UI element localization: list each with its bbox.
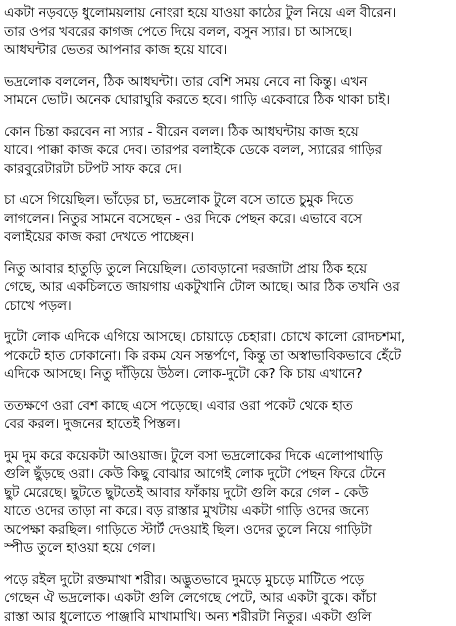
text-line: চোখে পড়ল।	[4, 297, 452, 316]
paragraph-4	[4, 191, 452, 247]
text-line: সামনে ভোট। অনেক ঘোরাঘুরি করতে হবে। গাড়ি একেবারে ঠিক থাকা চাই।	[4, 91, 452, 110]
text-line: গুলি ছুঁড়ছে ওরা। কেউ কিছু বোঝার আগেই লোক দুটো পেছন ফিরে টেনে	[4, 465, 452, 484]
text-line: রাস্তা আর ধুলোতে পাঞ্জাবি মাখামাখি। অন্য শরীরটা নিতুর। একটা গুলি	[4, 608, 452, 626]
text-line: তার ওপর খবরের কাগজ পেতে দিয়ে বলল, বসুন স্যার। চা আসছে।	[4, 23, 452, 42]
text-line: বের করল। দুজনের হাতেই পিস্তল।	[4, 415, 452, 434]
text-line: স্পীড তুলে হাওয়া হয়ে গেল।	[4, 539, 452, 558]
text-line: কারবুরেটারটা চটপট সাফ করে দে।	[4, 160, 452, 179]
text-line: অপেক্ষা করছিল। গাড়িতে স্টার্ট দেওয়াই ছিল। ওদের তুলে নিয়ে গাড়িটা	[4, 521, 452, 540]
text-line: চা এসে গিয়েছিল। ভাঁড়ের চা, ভদ্রলোক টুলে বসে তাতে চুমুক দিতে	[4, 191, 452, 210]
paragraph-7	[4, 397, 452, 434]
text-line: যাতে ওদের তাড়া না করে। বড় রাস্তার মুখটায় একটা গাড়ি ওদের জন্যে	[4, 502, 452, 521]
text-line: নিতু আবার হাতুড়ি তুলে নিয়েছিল। তোবড়ানো দরজাটা প্রায় ঠিক হয়ে	[4, 260, 452, 279]
text-line: লাগলেন। নিতুর সামনে বসেছেন - ওর দিকে পেছন করে। এভাবে বসে	[4, 210, 452, 229]
text-line: গেছেন ঐ ভদ্রলোক। একটা গুলি লেগেছে পেটে, আর একটা বুকে। কাঁচা	[4, 589, 452, 608]
text-line: ছুট মেরেছে। ছুটতে ছুটতেই আবার ফাঁকায় দুটো গুলি করে গেল - কেউ	[4, 484, 452, 503]
text-line: পকেটে হাত ঢোকানো। কি রকম যেন সন্তর্পণে, কিন্তু তা অস্বাভাবিকভাবে হেঁটে	[4, 347, 452, 366]
text-line: বলাইয়ের কাজ করা দেখতে পাচ্ছেন।	[4, 228, 452, 247]
text-line: কোন চিন্তা করবেন না স্যার - বীরেন বলল। ঠিক আধঘন্টায় কাজ হয়ে	[4, 123, 452, 142]
text-line: এদিকে আসছে। নিতু দাঁড়িয়ে উঠল। লোক-দুটো কে? কি চায় এখানে?	[4, 365, 452, 384]
paragraph-3	[4, 123, 452, 179]
text-line: যাবে। পাক্কা কাজ করে দেব। তারপর বলাইকে ডেকে বলল, স্যারের গাড়ির	[4, 141, 452, 160]
paragraph-5	[4, 260, 452, 316]
paragraph-1	[4, 4, 452, 60]
text-line: ততক্ষণে ওরা বেশ কাছে এসে পড়েছে। এবার ওরা পকেট থেকে হাত	[4, 397, 452, 416]
paragraph-9	[4, 571, 452, 626]
text-line: পড়ে রইল দুটো রক্তমাখা শরীর। অদ্ভুতভাবে দুমড়ে মুচড়ে মাটিতে পড়ে	[4, 571, 452, 590]
paragraph-2	[4, 73, 452, 110]
text-line: আধঘন্টার ভেতর আপনার কাজ হয়ে যাবে।	[4, 41, 452, 60]
paragraph-8	[4, 447, 452, 558]
text-line: দুটো লোক এদিকে এগিয়ে আসছে। চোয়াড়ে চেহারা। চোখে কালো রোদচশমা,	[4, 328, 452, 347]
paragraph-6	[4, 328, 452, 384]
text-line: দুম দুম করে কয়েকটা আওয়াজ। টুলে বসা ভদ্রলোকের দিকে এলোপাথাড়ি	[4, 447, 452, 466]
text-line: ভদ্রলোক বললেন, ঠিক আধঘন্টা। তার বেশি সময় নেবে না কিন্তু। এখন	[4, 73, 452, 92]
text-line: একটা নড়বড়ে ধুলোময়লায় নোংরা হয়ে যাওয়া কাঠের টুল নিয়ে এল বীরেন।	[4, 4, 452, 23]
text-line: গেছে, আর একচিলতে জায়গায় একটুখানি টোল আছে। আর ঠিক তখনি ওর	[4, 278, 452, 297]
